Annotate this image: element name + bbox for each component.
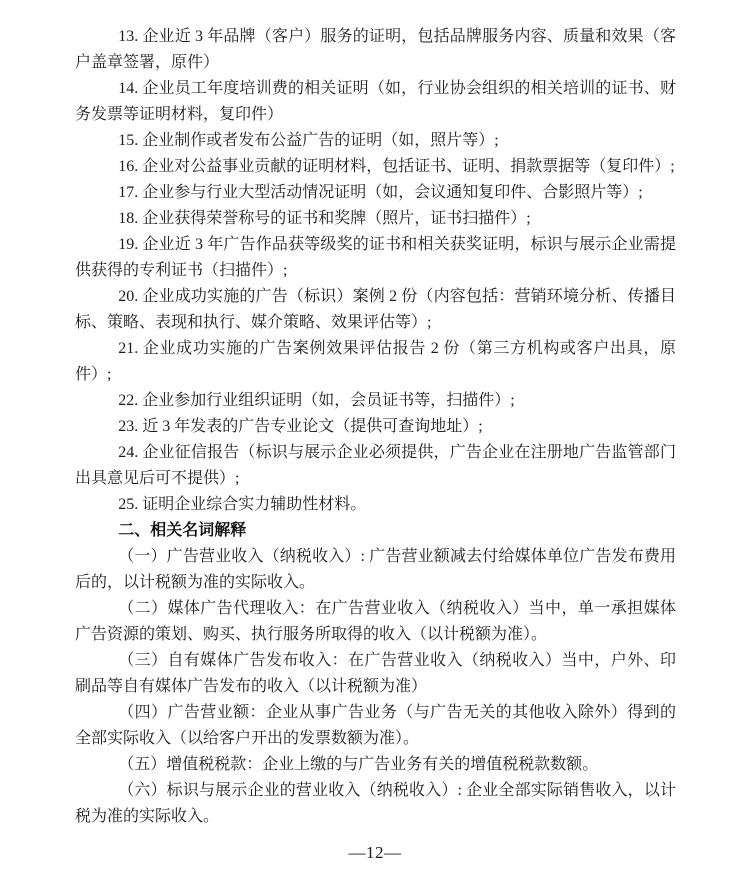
list-item-14: 14. 企业员工年度培训费的相关证明（如，行业协会组织的相关培训的证书、财务发票等证明材料，复印件） [75,80,676,123]
list-item-21: 21. 企业成功实施的广告案例效果评估报告 2 份（第三方机构或客户出具，原件）; [75,340,676,383]
list-item-19: 19. 企业近 3 年广告作品获等级奖的证书和相关获奖证明，标识与展示企业需提供获得的专利证书（扫描件）; [75,236,676,279]
page-number: —12— [348,843,402,862]
list-item-25: 25. 证明企业综合实力辅助性材料。 [118,496,367,513]
list-item-20: 20. 企业成功实施的广告（标识）案例 2 份（内容包括：营销环境分析、传播目标、策略、表现和执行、媒介策略、效果评估等）; [75,288,676,331]
definition-item-5: （五）增值税税款：企业上缴的与广告业务有关的增值税税款数额。 [118,756,599,773]
definition-item-4: （四）广告营业额：企业从事广告业务（与广告无关的其他收入除外）得到的全部实际收入（以给客户开出的发票数额为准）。 [75,704,676,747]
list-item-23: 23. 近 3 年发表的广告专业论文（提供可查询地址）; [118,418,483,435]
list-item-22: 22. 企业参加行业组织证明（如，会员证书等，扫描件）; [118,392,515,409]
list-item-17: 17. 企业参与行业大型活动情况证明（如，会议通知复印件、合影照片等）; [118,184,643,201]
list-item-16: 16. 企业对公益事业贡献的证明材料，包括证书、证明、捐款票据等（复印件）; [118,158,675,175]
section-heading: 二、相关名词解释 [118,522,247,539]
list-item-24: 24. 企业征信报告（标识与展示企业必须提供，广告企业在注册地广告监管部门出具意见后可不提供）; [75,444,676,487]
list-item-18: 18. 企业获得荣誉称号的证书和奖牌（照片，证书扫描件）; [118,210,531,227]
definition-item-6: （六）标识与展示企业的营业收入（纳税收入）: 企业全部实际销售收入，以计税为准的实际收入。 [75,782,676,825]
list-item-15: 15. 企业制作或者发布公益广告的证明（如，照片等）; [118,132,499,149]
definition-item-2: （二）媒体广告代理收入：在广告营业收入（纳税收入）当中，单一承担媒体广告资源的策划、购买、执行服务所取得的收入（以计税额为准）。 [75,600,676,643]
definition-item-1: （一）广告营业收入（纳税收入）: 广告营业额减去付给媒体单位广告发布费用后的，以计税额为准的实际收入。 [75,548,676,591]
document-body [75,24,676,830]
definition-item-3: （三）自有媒体广告发布收入：在广告营业收入（纳税收入）当中，户外、印刷品等自有媒体广告发布的收入（以计税额为准） [75,652,676,695]
list-item-13: 13. 企业近 3 年品牌（客户）服务的证明，包括品牌服务内容、质量和效果（客户盖章签署，原件） [75,28,676,71]
